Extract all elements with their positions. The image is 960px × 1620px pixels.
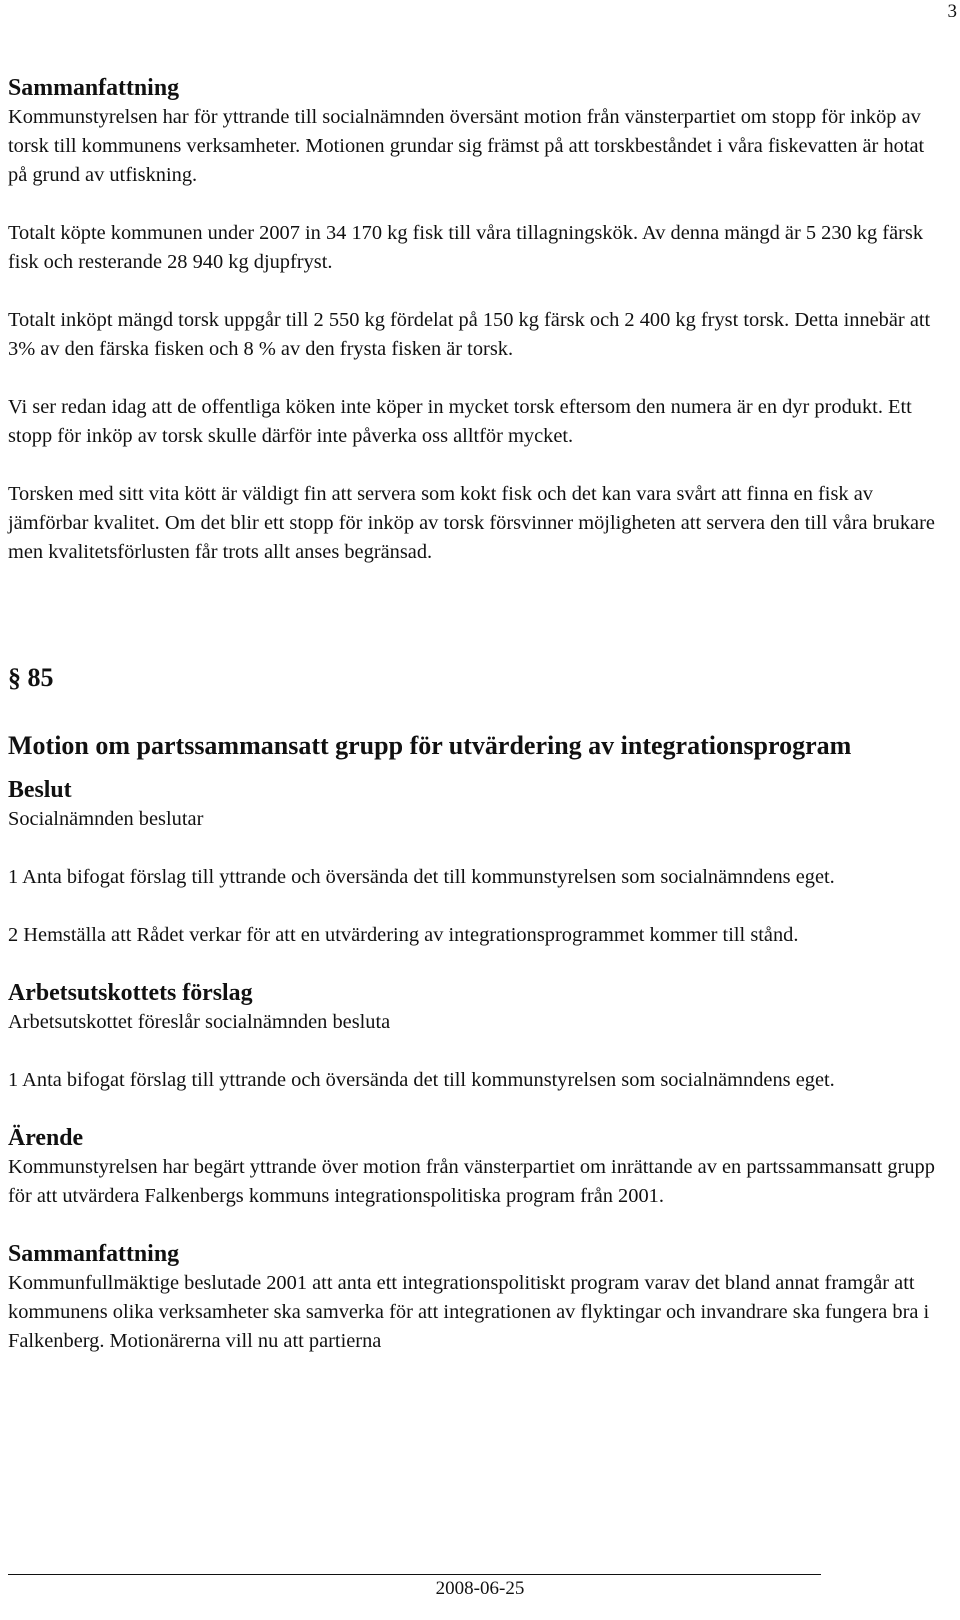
- summary-paragraph-2: Totalt köpte kommunen under 2007 in 34 170 kg fisk till våra tillagningskök. Av denna mängd är 5 230 kg färsk fisk och resterande 28 940 kg djupfryst.: [8, 222, 924, 273]
- summary-paragraph-4: Vi ser redan idag att de offentliga köken inte köper in mycket torsk eftersom den numera är en dyr produkt. Ett stopp för inköp av torsk skulle därför inte påverka oss alltför mycket.: [8, 396, 912, 447]
- document-body: [8, 74, 944, 1356]
- committee-proposal-heading: Arbetsutskottets förslag: [8, 980, 253, 1006]
- footer-rule: [8, 1574, 821, 1575]
- decision-heading: Beslut: [8, 777, 72, 803]
- committee-proposal-intro: Arbetsutskottet föreslår socialnämnden besluta: [8, 1011, 391, 1033]
- committee-proposal-item-1: 1 Anta bifogat förslag till yttrande och översända det till kommunstyrelsen som socialnämndens eget.: [8, 1069, 835, 1091]
- matter-heading: Ärende: [8, 1125, 84, 1151]
- section-number: § 85: [8, 663, 54, 692]
- page-number: 3: [947, 1, 957, 22]
- footer-date: 2008-06-25: [435, 1578, 525, 1599]
- decision-item-2: 2 Hemställa att Rådet verkar för att en utvärdering av integrationsprogrammet kommer till stånd.: [8, 924, 799, 946]
- summary2-text: Kommunfullmäktige beslutade 2001 att anta ett integrationspolitiskt program varav det bland annat framgår att kommunens olika verksamheter ska samverka för att integrationen av flyktingar och invandrare ska fungera bra i Falkenberg. Motionärerna vill nu att partierna: [8, 1272, 930, 1352]
- summary-paragraph-1: Kommunstyrelsen har för yttrande till socialnämnden översänt motion från vänsterpartiet om stopp för inköp av torsk till kommunens verksamheter. Motionen grundar sig främst på att torskbeståndet i våra fiskevatten är hotat på grund av utfiskning.: [8, 106, 925, 186]
- decision-intro: Socialnämnden beslutar: [8, 808, 204, 830]
- section-title: Motion om partssammansatt grupp för utvärdering av integrationsprogram: [8, 731, 852, 760]
- summary2-heading: Sammanfattning: [8, 1241, 180, 1267]
- summary-paragraph-5: Torsken med sitt vita kött är väldigt fin att servera som kokt fisk och det kan vara svårt att finna en fisk av jämförbar kvalitet. Om det blir ett stopp för inköp av torsk försvinner möjligheten att servera den till våra brukare men kvalitetsförlusten får trots allt anses begränsad.: [8, 483, 935, 563]
- decision-item-1: 1 Anta bifogat förslag till yttrande och översända det till kommunstyrelsen som socialnämndens eget.: [8, 866, 835, 888]
- matter-text: Kommunstyrelsen har begärt yttrande över motion från vänsterpartiet om inrättande av en partssammansatt grupp för att utvärdera Falkenbergs kommuns integrationspolitiska program från 2001.: [8, 1156, 935, 1207]
- summary-paragraph-3: Totalt inköpt mängd torsk uppgår till 2 550 kg fördelat på 150 kg färsk och 2 400 kg fryst torsk. Detta innebär att 3% av den färska fisken och 8 % av den frysta fisken är torsk.: [8, 309, 931, 360]
- summary-heading: Sammanfattning: [8, 75, 180, 101]
